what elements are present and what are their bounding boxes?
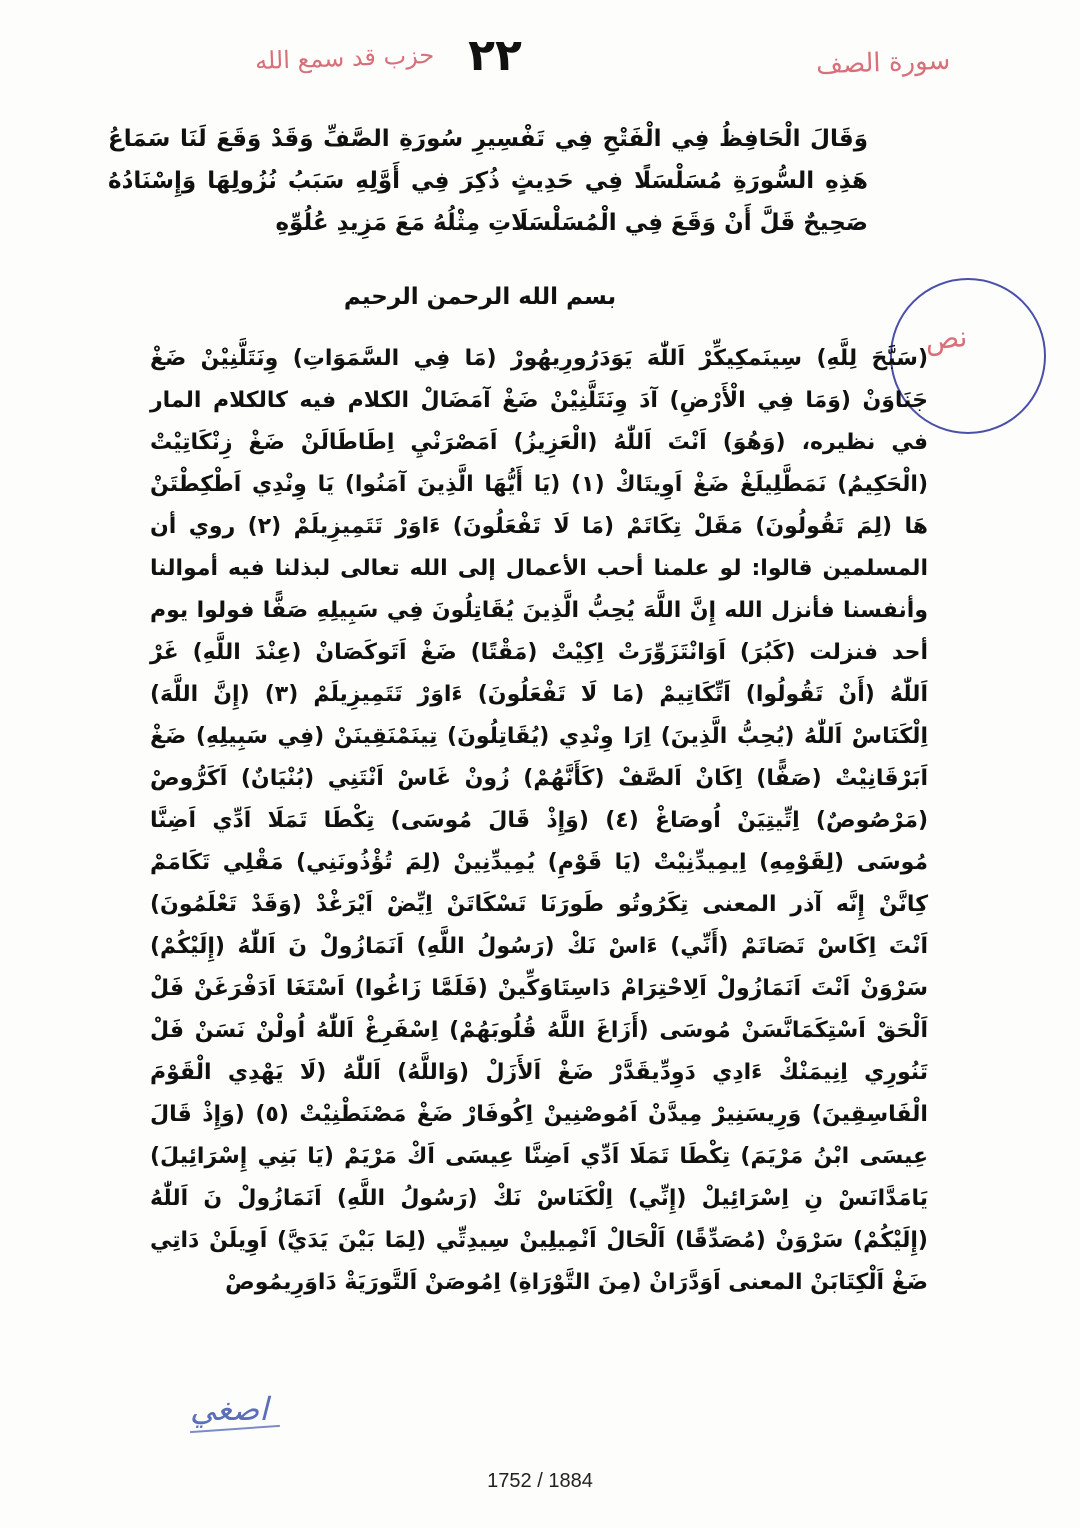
surah-handwritten-note: سورة الصف	[815, 45, 951, 81]
body-line: يَامَدَّانَسْ نِ اِسْرَائِيلْ (إِنِّي) اِلْكَنَاسْ نَكْ (رَسُولُ اللَّهِ) اَنَمَازُولْ نَ اَللّٰهُ	[150, 1186, 928, 1211]
page-number: ٢٢	[468, 30, 522, 81]
page-header	[0, 30, 1080, 100]
body-line: هَا (لِمَ تَقُولُونَ) مَقَلْ تِكَاتَمْ (مَا لَا تَفْعَلُونَ) ءَاوَرْ تَتَمِيزِيلَمْ (٢) روي أن	[150, 514, 928, 539]
body-line: (الْحَكِيمُ) نَمَطَّلِيلَغْ ضَغْ اَوِيتَاكْ (١) (يَا أَيُّهَا الَّذِينَ آمَنُوا) يَا وِنْدِي اَطْكِطْتَنْ	[150, 472, 929, 497]
body-line: (مَرْصُوصٌ) اِتِّيتِيَنْ اُوصَاغْ (٤) (وَإِذْ قَالَ مُوسَى) تِكْطَا تَمَلَا اَدِّي اَضِنَّا	[150, 808, 928, 833]
body-line: اِلْكَنَاسْ اَللّٰهُ (يُحِبُّ الَّذِينَ) اِرَا وِنْدِي (يُقَاتِلُونَ) تِينَمْنَقِينَنْ (فِي سَبِيلِهِ) ضَغْ	[150, 724, 928, 749]
margin-handwritten-note: نص	[923, 319, 969, 358]
body-line: في نظيره، (وَهُوَ) اَنْتَ اَللّٰهُ (الْعَزِيزُ) اَمَصْرَنْيِ اِطَاطَالَنْ ضَغْ زِنْكَاتِيْتْ	[150, 430, 928, 455]
body-line: تَنُورِي اِنِيمَنْكْ ءَادِي دَوِدِّيقَدَّرْ ضَغْ اَلأَزَلْ (وَاللَّهُ) اَللّٰهُ (لَا يَهْدِي الْقَوْمَ	[150, 1060, 928, 1085]
commentary-body	[150, 338, 928, 1304]
body-line: ضَغْ اَلْكِتَابَنْ المعنى اَوَدَّرَانْ (مِنَ التَّوْرَاةِ) اِمُوصَنْ اَلتَّورَيَةْ دَاوَرِيمُوصْ	[225, 1270, 928, 1295]
hizb-handwritten-note: حزب قد سمع الله	[254, 40, 435, 76]
body-line: جَنَاوَنْ (وَمَا فِي الْأَرْضِ) آدَ وِنَتَلَّنِيْنْ ضَغْ آمَضَالْ الكلام فيه كالكلام المار	[150, 388, 928, 413]
intro-paragraph: وَقَالَ الْحَافِظُ فِي الْفَتْحِ فِي تَفْسِيرِ سُورَةِ الصَّفِّ وَقَدْ وَقَعَ لَنَا سَمَاعُ هَذِهِ السُّورَةِ مُسَلْسَلًا فِي حَدِيثٍ ذُكِرَ فِي أَوَّلِهِ سَبَبُ نُزُولِهَا وَإِسْنَادُهُ صَحِيحٌ قَلَّ أَنْ وَقَعَ فِي الْمُسَلْسَلَاتِ مِثْلُهُ مَعَ مَزِيدِ عُلُوِّهِ	[108, 126, 868, 236]
body-line: مُوسَى (لِقَوْمِهِ) اِيمِيدِّنِيْتْ (يَا قَوْمِ) يُمِيدِّنِينْ (لِمَ تُؤْذُونَنِي) مَقْلِي تَكَامَمْ	[150, 850, 928, 875]
body-line: اَلْحَقْ اَسْتِكَمَانَّسَنْ مُوسَى (أَزَاغَ اللَّهُ قُلُوبَهُمْ) اِسْفَرِغْ اَللّٰهُ اُولْنْ نَسَنْ فَلْ	[150, 1018, 928, 1043]
body-line: عِيسَى ابْنُ مَرْيَمَ) تِكْطَا تَمَلَا اَدِّي اَضِنَّا عِيسَى اَكْ مَرْيَمْ (يَا بَنِي إِسْرَائِيلَ)	[150, 1144, 928, 1169]
page-counter: 1752 / 1884	[487, 1470, 593, 1492]
body-line: سَرْوَنْ اَنْتَ اَنَمَازُولْ اَلِاحْتِرَامْ دَاسِتَاوَكِّينْ (فَلَمَّا زَاغُوا) اَسْتَغَا اَدَفْرَغَنْ فَلْ	[150, 976, 928, 1001]
body-line: أحد فنزلت (كَبُرَ) اَوَانْتَزَوِّرَتْ اِكِيْتْ (مَقْتًا) ضَغْ اَتَوكَصَانْ (عِنْدَ اللَّهِ) غَرْ	[150, 640, 928, 665]
body-line: اَللّٰهُ (أَنْ تَقُولُوا) اَتِّكَاتِيمْ (مَا لَا تَفْعَلُونَ) ءَاوَرْ تَتَمِيزِيلَمْ (٣) (إِنَّ اللَّهَ)	[150, 682, 928, 707]
body-line: اَنْتَ اِكَاسْ تَصَاتَمْ (أَنِّي) ءَاسْ نَكْ (رَسُولُ اللَّهِ) اَنَمَازُولْ نَ اَللّٰهُ (إِلَيْكُمْ)	[150, 934, 928, 959]
body-line: (إِلَيْكُمْ) سَرْوَنْ (مُصَدِّقًا) اَلْحَالْ اَنْمِيلِينْ سِيدِتِّي (لِمَا بَيْنَ يَدَيَّ) اَوِيلَنْ دَاتِي	[150, 1228, 928, 1253]
body-line: اَبَرْقَانِيْتْ (صَفًّا) اِكَانْ اَلصَّفْ (كَأَنَّهُمْ) زُونْ غَاسْ اَنْتَنِي (بُنْيَانٌ) اَكَرُّوصْ	[150, 766, 928, 791]
body-line: كِانَّنْ إِنَّه آذر المعنى تِكَرُوتُو طَورَنَا تَسْكَاتَنْ اِيِّضْ اَيْرَغْدْ (وَقَدْ تَعْلَمُونَ)	[150, 892, 928, 917]
body-line: الْفَاسِقِينَ) وَرِيسَنِيرْ مِيدَّنْ اَمُوصْنِينْ اِكُوفَارْ ضَغْ مَصْنَطْنِيْتْ (٥) (وَإِذْ قَالَ	[150, 1102, 928, 1127]
body-line: وأنفسنا فأنزل الله إِنَّ اللَّهَ يُحِبُّ الَّذِينَ يُقَاتِلُونَ فِي سَبِيلِهِ صَفًّا فولوا يوم	[150, 598, 928, 623]
handwritten-signature: اصغي	[190, 1390, 269, 1428]
body-line: (سَبَّحَ لِلَّهِ) سِينَمكِيكِّرْ اَللّٰهَ يَوَدَرُورِيهُورْ (مَا فِي السَّمَوَاتِ) وِنَتَلَّنِيْنْ ضَغْ	[150, 346, 928, 371]
body-line: المسلمين قالوا: لو علمنا أحب الأعمال إلى الله تعالى لبذلنا فيه أموالنا	[150, 556, 928, 581]
basmala-heading: بسم الله الرحمن الرحيم	[343, 284, 617, 310]
